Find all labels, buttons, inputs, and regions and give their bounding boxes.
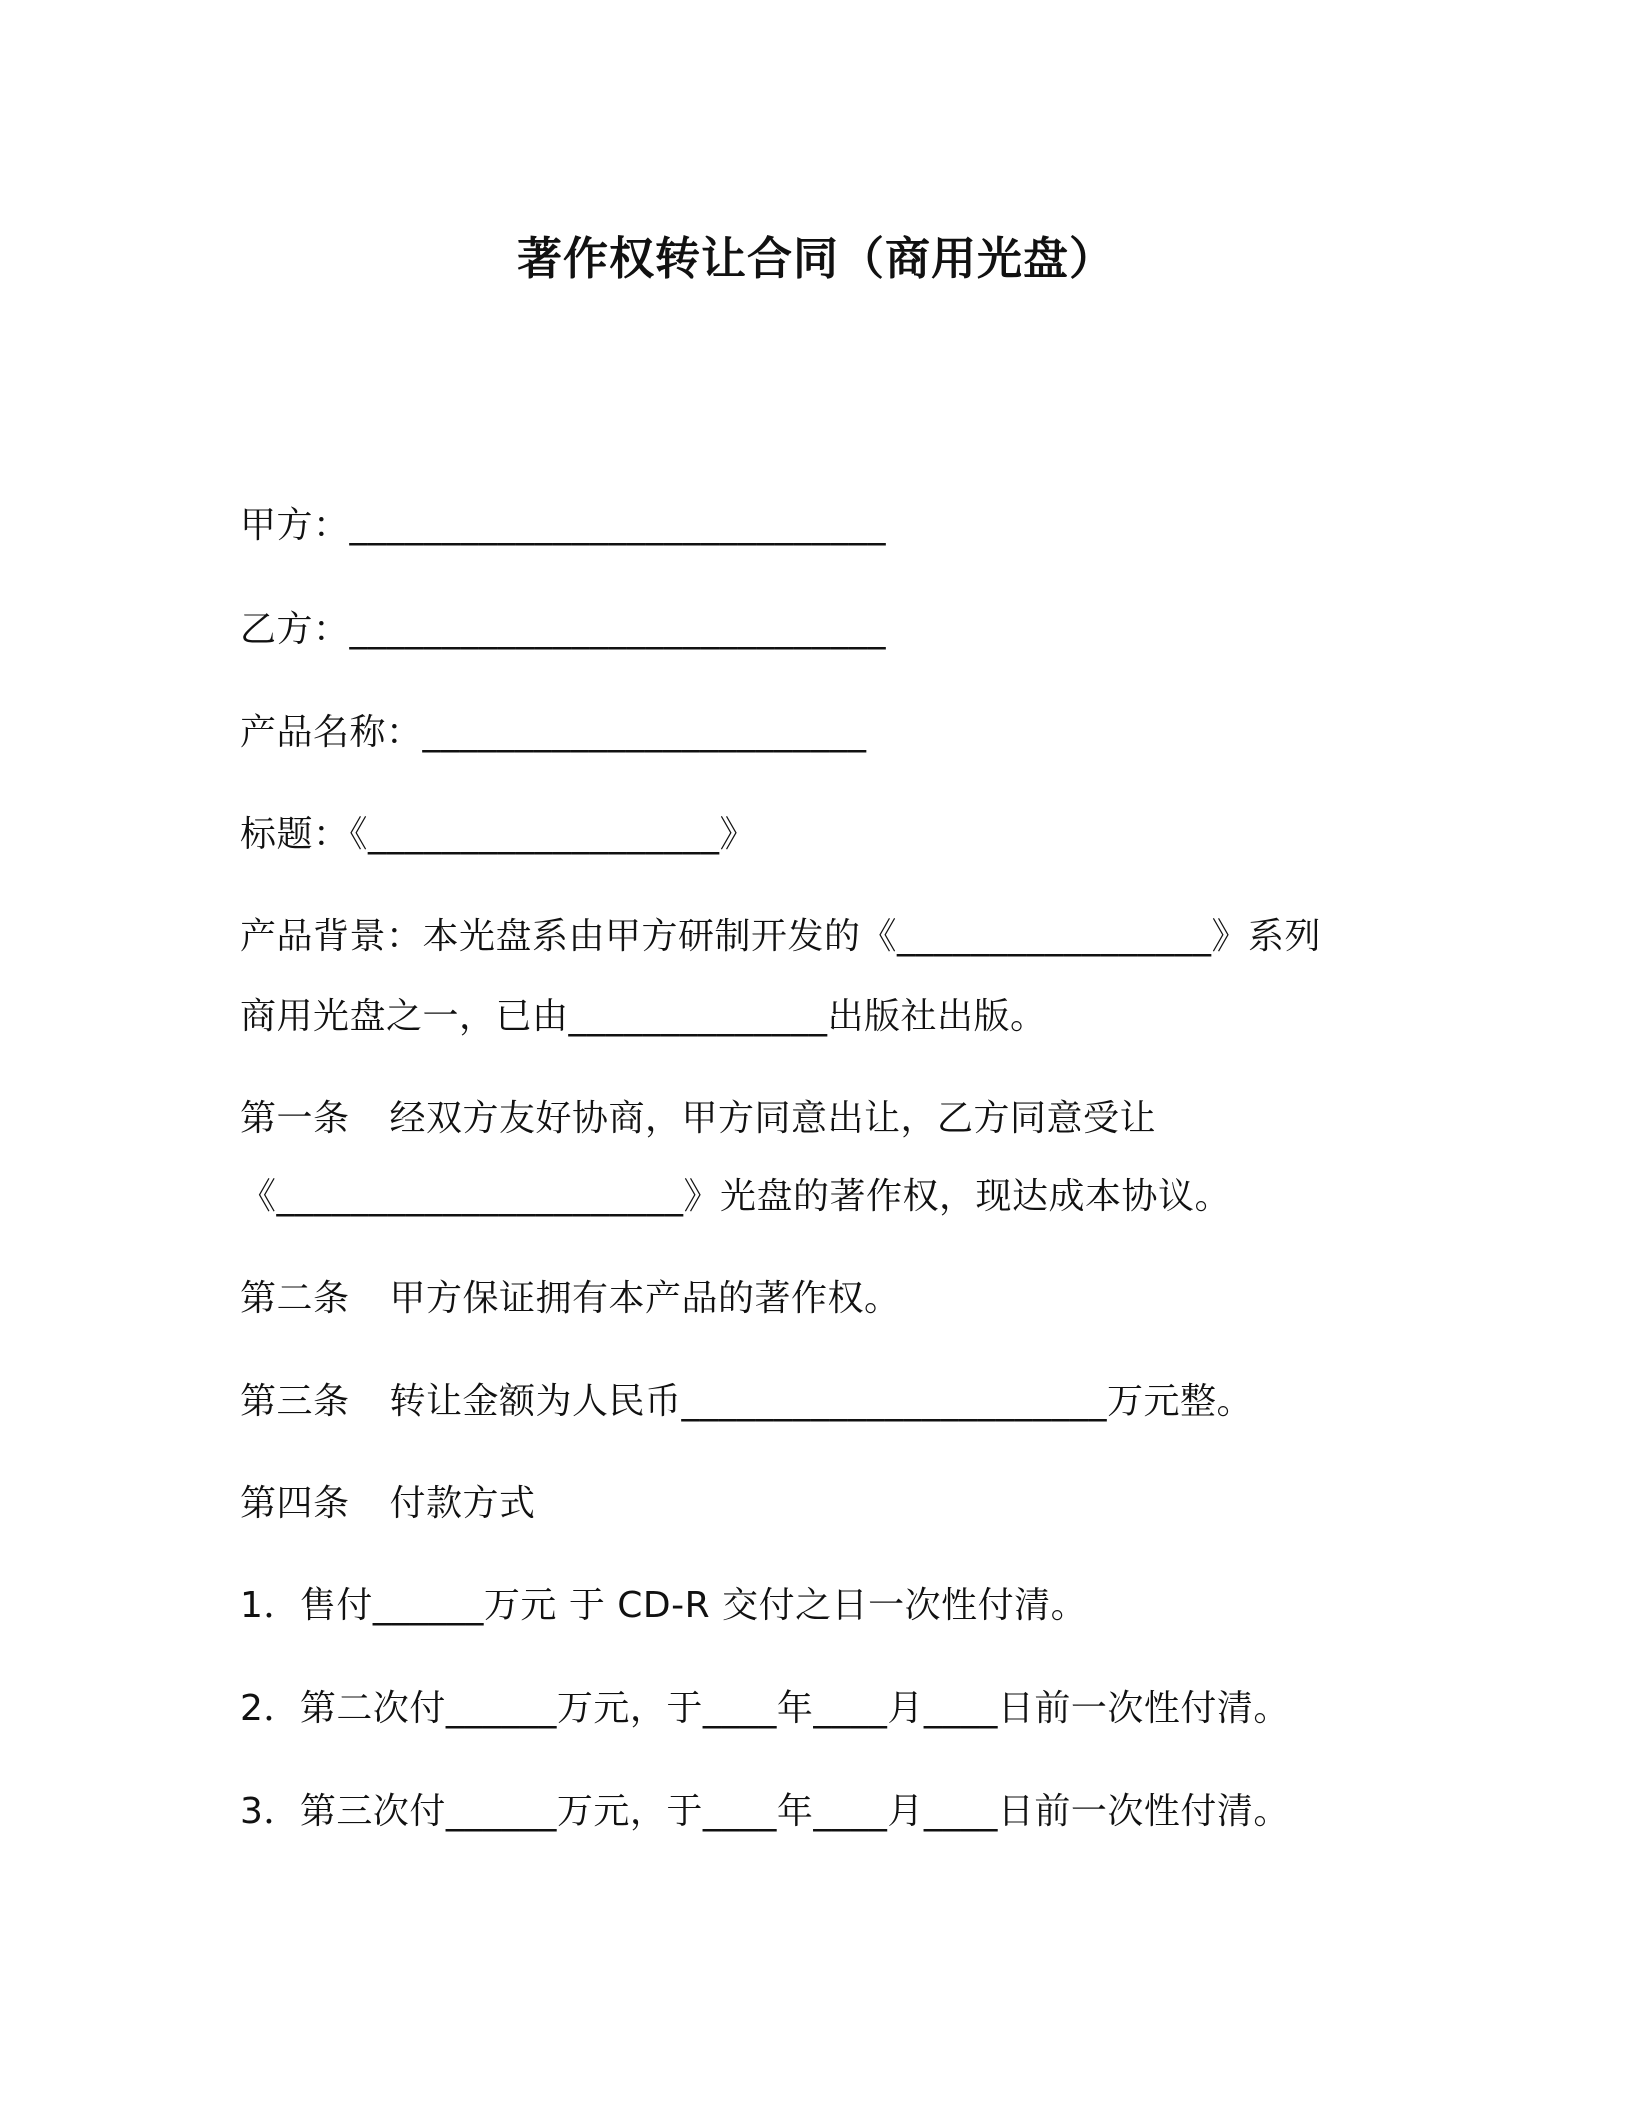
party-a-line: 甲方：_____________________________ bbox=[240, 505, 887, 546]
party-b-line: 乙方：_____________________________ bbox=[240, 609, 887, 650]
article-3-text: 转让金额为人民币_______________________万元整。 bbox=[389, 1381, 1254, 1422]
payment-item-2: 2．第二次付______万元，于____年____月____日前一次性付清。 bbox=[240, 1688, 1290, 1729]
article-3-line bbox=[240, 1378, 1253, 1426]
article-1-text: 经双方友好协商，甲方同意出让，乙方同意受让 bbox=[389, 1098, 1157, 1139]
article-2-text: 甲方保证拥有本产品的著作权。 bbox=[389, 1278, 901, 1319]
article-3-label: 第三条 bbox=[240, 1381, 350, 1422]
article-1-line-2: 《______________________》光盘的著作权，现达成本协议。 bbox=[240, 1176, 1232, 1217]
product-background-line-1: 产品背景：本光盘系由甲方研制开发的《_________________》系列 bbox=[240, 916, 1322, 957]
document-title: 著作权转让合同（商用光盘） bbox=[516, 232, 1115, 285]
article-1-line-1 bbox=[240, 1095, 1156, 1143]
product-name-line: 产品名称：________________________ bbox=[240, 712, 867, 753]
article-4-text: 付款方式 bbox=[389, 1483, 536, 1524]
product-background-line-2: 商用光盘之一，已由______________出版社出版。 bbox=[240, 996, 1047, 1037]
article-2-label: 第二条 bbox=[240, 1278, 350, 1319]
product-title-line: 标题：《___________________》 bbox=[240, 814, 757, 855]
article-4-label: 第四条 bbox=[240, 1483, 350, 1524]
article-1-label: 第一条 bbox=[240, 1098, 350, 1139]
article-2-line bbox=[240, 1275, 901, 1323]
article-4-line bbox=[240, 1480, 536, 1528]
payment-item-3: 3．第三次付______万元，于____年____月____日前一次性付清。 bbox=[240, 1791, 1290, 1832]
payment-item-1: 1．售付______万元 于 CD-R 交付之日一次性付清。 bbox=[240, 1585, 1088, 1626]
